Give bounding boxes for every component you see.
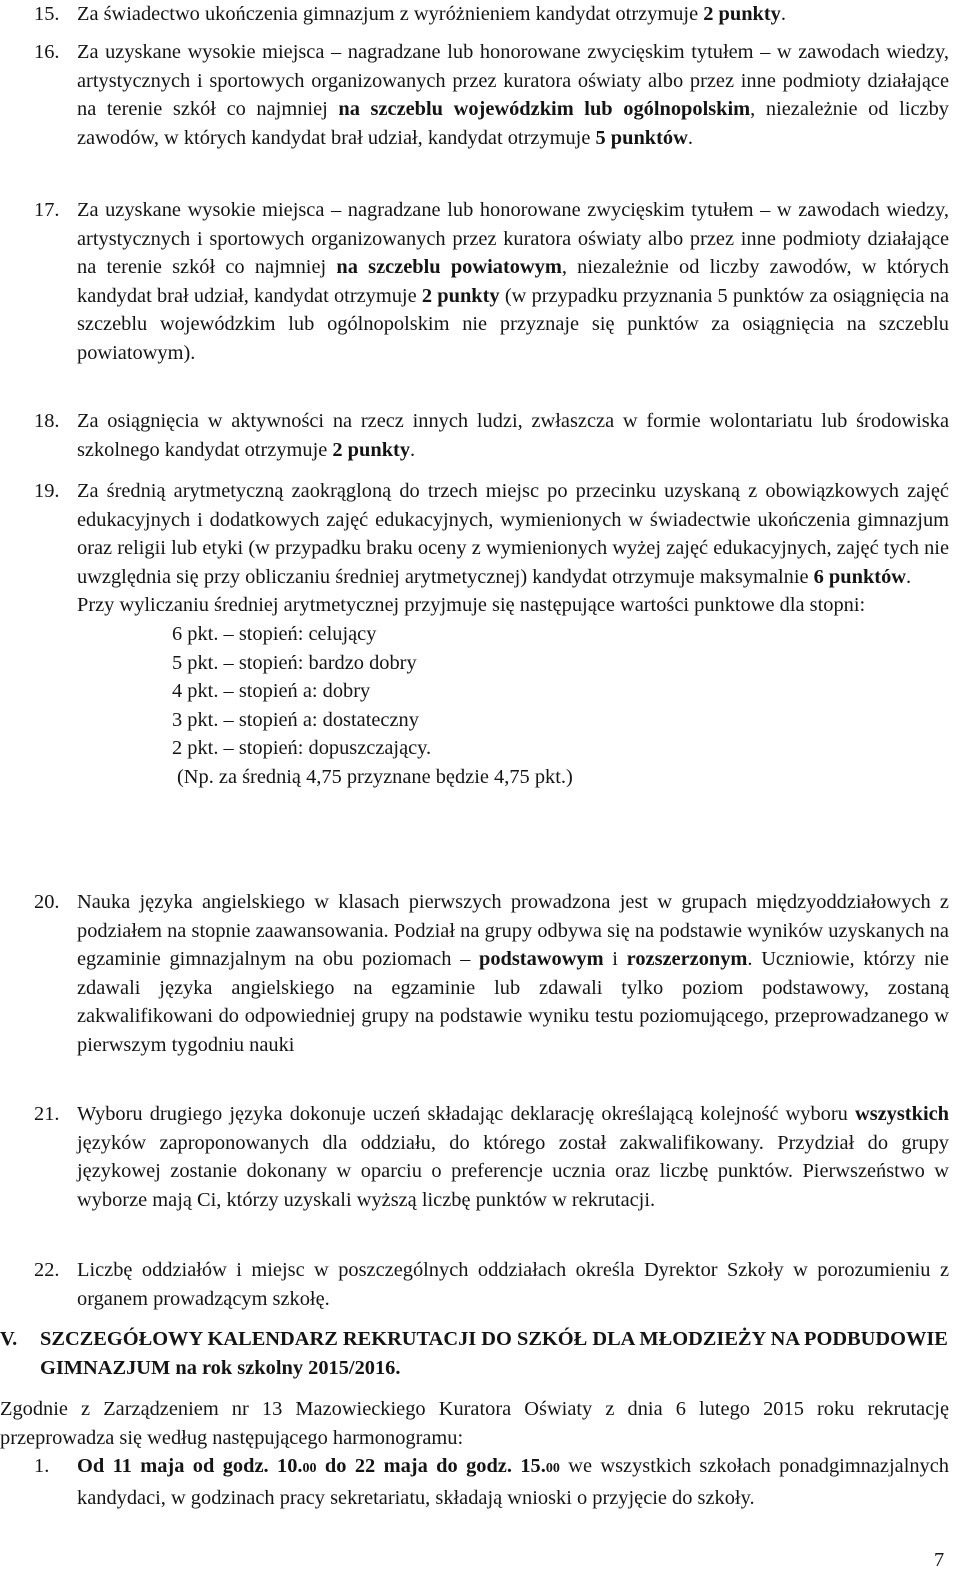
- list-item-18: [34, 407, 949, 464]
- item-text: Za osiągnięcia w aktywności na rzecz innych ludzi, zwłaszcza w formie wolontariatu lub środowiska szkolnego kandydat otrzymuje 2 punkty.: [77, 410, 949, 461]
- item-number: 17.: [34, 199, 60, 221]
- item-text: Od 11 maja od godz. 10.00 do 22 maja do godz. 15.00 we wszystkich szkołach ponadgimnazjalnych kandydaci, w godzinach pracy sekretariatu, składają wnioski o przyjęcie do szkoły.: [77, 1455, 949, 1509]
- grade-scale-row: 5 pkt. – stopień: bardzo dobry: [172, 651, 417, 674]
- list-item-15: [34, 0, 949, 29]
- section-heading: [0, 1325, 949, 1382]
- item-text: Za uzyskane wysokie miejsca – nagradzane lub honorowane zwycięskim tytułem – w zawodach wiedzy, artystycznych i sportowych organizowanych przez kuratora oświaty albo przez inne podmioty działające na terenie szkół co najmniej na szczeblu powiatowym, niezależnie od liczby zawodów, w których kandydat brał udział, kandydat otrzymuje 2 punkty (w przypadku przyznania 5 punktów za osiągnięcia na szczeblu wojewódzkim lub ogólnopolskim nie przyznaje się punktów za osiągnięcia na szczeblu powiatowym).: [77, 199, 949, 364]
- list-item-17: [34, 196, 949, 368]
- grade-scale-row: 6 pkt. – stopień: celujący: [172, 622, 377, 645]
- item-text: Nauka języka angielskiego w klasach pierwszych prowadzona jest w grupach międzyoddziałowych z podziałem na stopnie zaawansowania. Podział na grupy odbywa się na podstawie wyników uzyskanych na egzaminie gimnazjalnym na obu poziomach – podstawowym i rozszerzonym. Uczniowie, którzy nie zdawali języka angielskiego na egzaminie lub zdawali tylko poziom podstawowy, zostaną zakwalifikowani do odpowiedniej grupy na podstawie wyniku testu poziomującego, przeprowadzanego w pierwszym tygodniu nauki: [77, 891, 949, 1056]
- item-number: 20.: [34, 891, 60, 913]
- item-number: 15.: [34, 3, 60, 25]
- item-text: Za średnią arytmetyczną zaokrągloną do trzech miejsc po przecinku uzyskaną z obowiązkowych zajęć edukacyjnych i dodatkowych zajęć edukacyjnych, wymienionych w świadectwie ukończenia gimnazjum oraz religii lub etyki (w przypadku braku oceny z wymienionych wyżej zajęć edukacyjnych, zajęć tych nie uwzględnia się przy obliczaniu średniej arytmetycznej) kandydat otrzymuje maksymalnie 6 punktów. Przy wyliczaniu średniej arytmetycznej przyjmuje się następujące wartości punktowe dla stopni: 6 pkt. – stopień: celujący 5 pkt. – stopień: bardzo dobry 4 pkt. – stopień a: dobry 3 pkt. – stopień a: dostateczny 2 pkt. – stopień: dopuszczający. (Np. za średnią 4,75 przyznane będzie 4,75 pkt.): [77, 477, 949, 792]
- grade-scale-row: 4 pkt. – stopień a: dobry: [172, 680, 371, 703]
- list-item-16: [34, 38, 949, 152]
- list-item-22: [34, 1256, 949, 1313]
- page-number: 7: [934, 1549, 945, 1571]
- item-text: Za świadectwo ukończenia gimnazjum z wyróżnieniem kandydat otrzymuje 2 punkty.: [77, 3, 786, 25]
- item-number: 18.: [34, 410, 60, 432]
- list-item-21: [34, 1100, 949, 1214]
- item-number: 16.: [34, 41, 60, 63]
- grade-scale-row: 2 pkt. – stopień: dopuszczający.: [172, 737, 432, 760]
- grade-scale-row: 3 pkt. – stopień a: dostateczny: [172, 708, 419, 731]
- section-title: SZCZEGÓŁOWY KALENDARZ REKRUTACJI DO SZKÓŁ DLA MŁODZIEŻY NA PODBUDOWIE GIMNAZJUM na rok szkolny 2015/2016.: [40, 1328, 948, 1379]
- list-item-19: [34, 477, 949, 792]
- section-number: V.: [0, 1328, 18, 1350]
- item-text: Liczbę oddziałów i miejsc w poszczególnych oddziałach określa Dyrektor Szkoły w porozumieniu z organem prowadzącym szkołę.: [77, 1259, 949, 1310]
- item-number: 19.: [34, 480, 60, 502]
- item-number: 1.: [34, 1455, 50, 1477]
- intro-paragraph: Zgodnie z Zarządzeniem nr 13 Mazowieckiego Kuratora Oświaty z dnia 6 lutego 2015 roku rekrutację przeprowadza się według następującego harmonogramu:: [0, 1398, 949, 1449]
- scale-intro: Przy wyliczaniu średniej arytmetycznej przyjmuje się następujące wartości punktowe dla stopni:: [77, 594, 866, 617]
- list-item-20: [34, 888, 949, 1060]
- item-text: Za uzyskane wysokie miejsca – nagradzane lub honorowane zwycięskim tytułem – w zawodach wiedzy, artystycznych i sportowych organizowanych przez kuratora oświaty albo przez inne podmioty działające na terenie szkół co najmniej na szczeblu wojewódzkim lub ogólnopolskim, niezależnie od liczby zawodów, w których kandydat brał udział, kandydat otrzymuje 5 punktów.: [77, 41, 949, 149]
- item-text: Wyboru drugiego języka dokonuje uczeń składając deklarację określającą kolejność wyboru wszystkich języków zaproponowanych dla oddziału, do którego został zakwalifikowany. Przydział do grupy językowej zostanie dokonany w oparciu o preferencje ucznia oraz liczbę punktów. Pierwszeństwo w wyborze mają Ci, którzy uzyskali wyższą liczbę punktów w rekrutacji.: [77, 1103, 949, 1211]
- schedule-item-1: [34, 1452, 949, 1512]
- grade-scale: [172, 620, 949, 792]
- item-number: 22.: [34, 1259, 60, 1281]
- grade-example: (Np. za średnią 4,75 przyznane będzie 4,75 pkt.): [177, 765, 573, 788]
- item-number: 21.: [34, 1103, 60, 1125]
